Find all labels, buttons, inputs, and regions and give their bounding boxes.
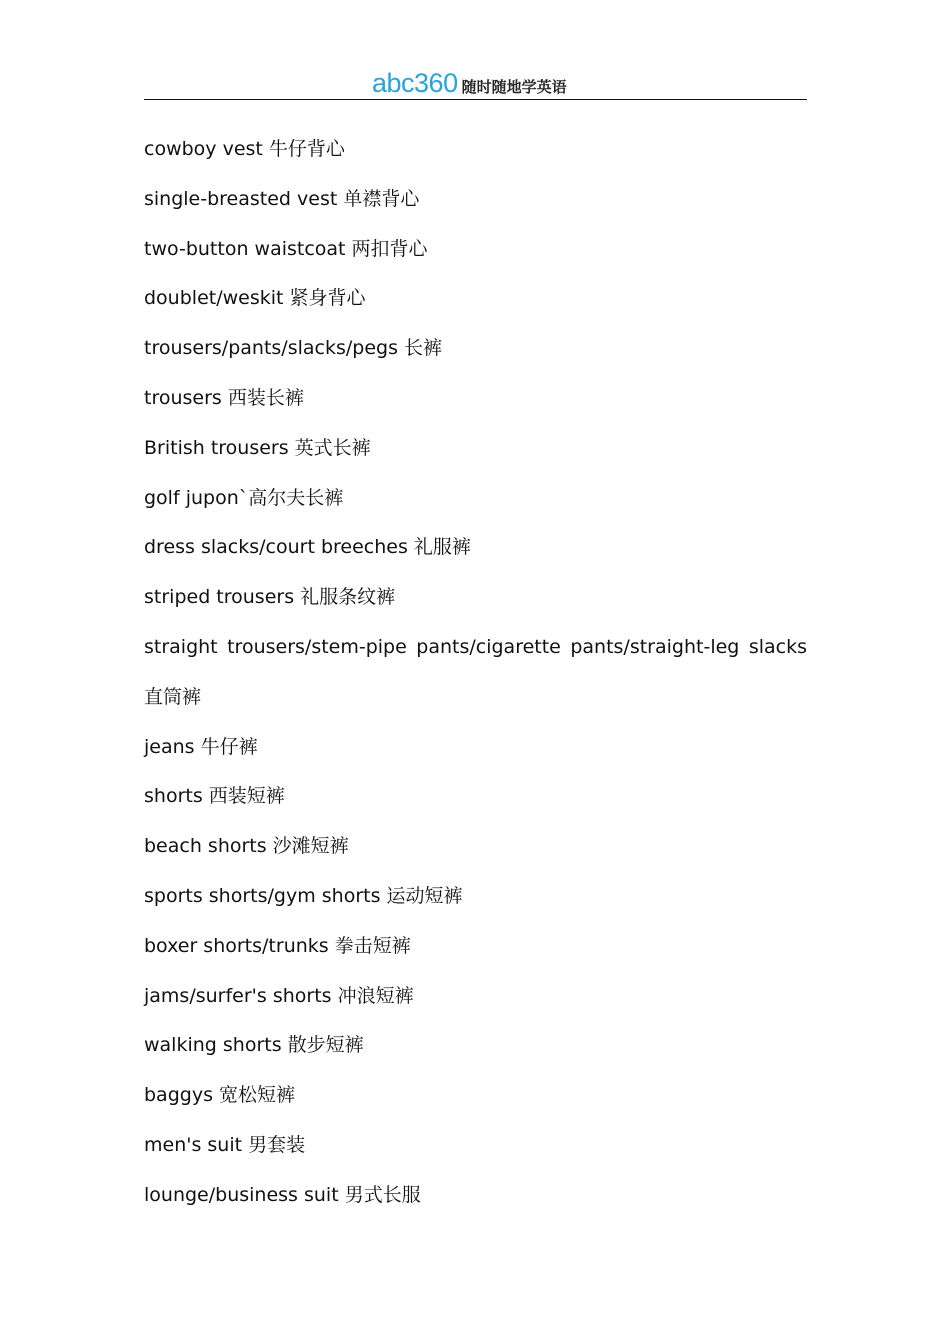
vocab-entry: cowboy vest 牛仔背心 — [144, 138, 345, 160]
vocab-entry: walking shorts 散步短裤 — [144, 1034, 364, 1057]
vocab-entry: dress slacks/court breeches 礼服裤 — [144, 536, 471, 559]
logo-slogan: 随时随地学英语 — [461, 78, 567, 96]
vocab-entry: baggys 宽松短裤 — [144, 1084, 296, 1107]
vocab-entry: trousers/pants/slacks/pegs 长裤 — [144, 337, 443, 360]
vocab-entry: golf jupon`高尔夫长裤 — [144, 486, 344, 509]
logo-mark: abc360 — [372, 68, 458, 98]
vocab-entry: beach shorts 沙滩短裤 — [144, 835, 349, 858]
vocab-entry: shorts 西装短裤 — [144, 785, 285, 808]
vocab-entry: two-button waistcoat 两扣背心 — [144, 237, 428, 260]
abc360-logo — [372, 68, 567, 99]
vocab-entry: British trousers 英式长裤 — [144, 436, 371, 459]
vocab-entry: men's suit 男套装 — [144, 1133, 306, 1156]
vocab-entry: single-breasted vest 单襟背心 — [144, 187, 420, 210]
vocab-entry: trousers 西装长裤 — [144, 386, 304, 409]
vocabulary-list — [144, 125, 807, 1221]
page-header — [144, 66, 807, 100]
vocab-entry: jams/surfer's shorts 冲浪短裤 — [144, 984, 414, 1007]
vocab-entry: straight trousers/stem-pipe pants/cigarette pants/straight-leg slacks 直筒裤 — [144, 635, 807, 708]
vocab-entry: jeans 牛仔裤 — [144, 735, 258, 758]
vocab-entry: striped trousers 礼服条纹裤 — [144, 586, 396, 609]
vocab-entry: sports shorts/gym shorts 运动短裤 — [144, 884, 463, 907]
vocab-entry: boxer shorts/trunks 拳击短裤 — [144, 934, 411, 957]
vocab-entry: lounge/business suit 男式长服 — [144, 1183, 421, 1206]
vocab-entry: doublet/weskit 紧身背心 — [144, 287, 366, 310]
